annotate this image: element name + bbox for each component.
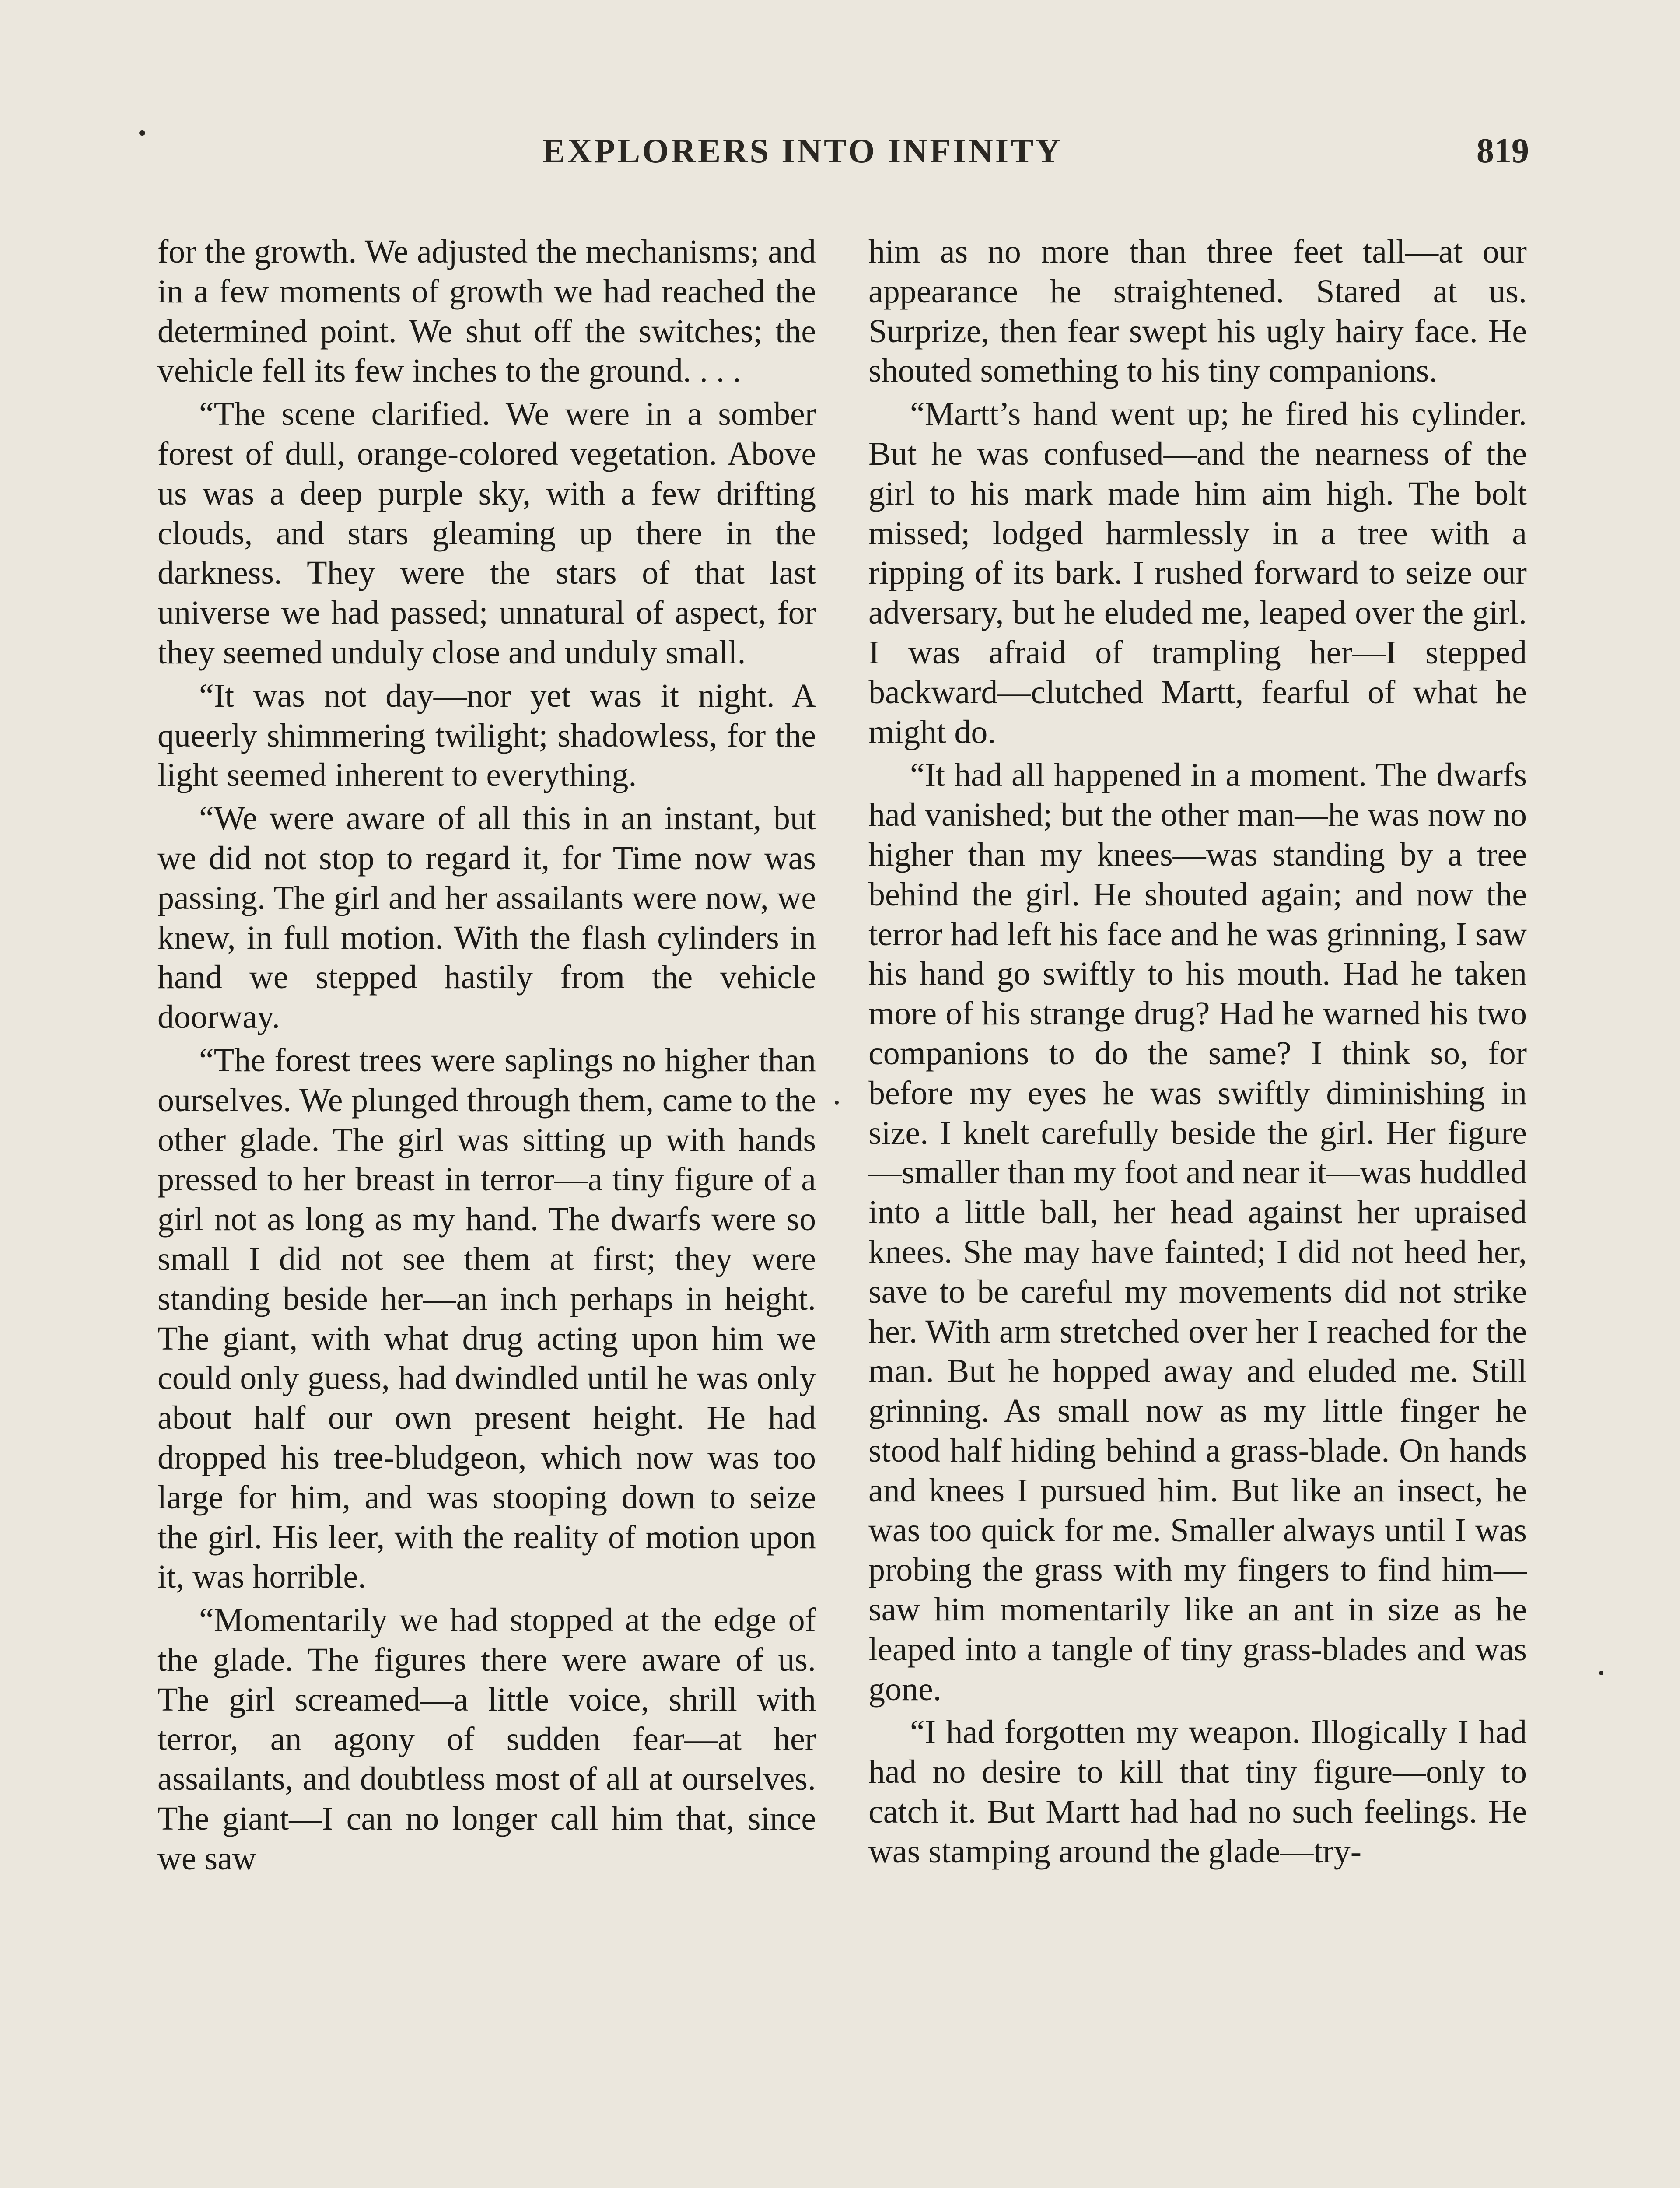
paragraph: “It had all happened in a moment. The dwarfs had vanished; but the other man—he was now no higher than my knees—was standing by a tree behind the girl. He shouted again; and now the terror had left his face and he was grinning, I saw his hand go swiftly to his mouth. Had he taken more of his strange drug? Had he warned his two companions to do the same? I think so, for before my eyes he was swiftly diminishing in size. I knelt carefully beside the girl. Her figure—smaller than my foot and near it—was huddled into a little ball, her head against her upraised knees. She may have fainted; I did not heed her, save to be careful my movements did not strike her. With arm stretched over her I reached for the man. But he hopped away and eluded me. Still grinning. As small now as my little finger he stood half hiding behind a grass-blade. On hands and knees I pursued him. But like an insect, he was too quick for me. Smaller always until I was probing the grass with my fingers to find him—saw him momentarily like an ant in size as he leaped into a tangle of tiny grass-blades and was gone. [868,757,1527,1708]
right-column [868,232,1527,1875]
paragraph: “It was not day—nor yet was it night. A queerly shimmering twilight; shadowless, for the light seemed inherent to everything. [158,677,816,794]
paragraph: him as no more than three feet tall—at our appearance he straightened. Stared at us. Surprize, then fear swept his ugly hairy face. He shouted something to his tiny companions. [868,233,1527,389]
ink-speck [1599,1671,1603,1675]
paragraph: “Martt’s hand went up; he fired his cylinder. But he was confused—and the nearness of the girl to his mark made him aim high. The bolt missed; lodged harmlessly in a tree with a ripping of its bark. I rushed forward to seize our adversary, but he eluded me, leaped over the girl. I was afraid of trampling her—I stepped backward—clutched Martt, fearful of what he might do. [868,396,1527,750]
paragraph: “I had forgotten my weapon. Illogically I had had no desire to kill that tiny figure—only to catch it. But Martt had had no such feelings. He was stamping around the glade—try- [868,1714,1527,1870]
ink-speck [139,130,145,136]
paragraph: “The scene clarified. We were in a somber forest of dull, orange-colored vegetation. Above us was a deep purple sky, with a few drifting clouds, and stars gleaming up there in the darkness. They were the stars of that last universe we had passed; unnatural of aspect, for they seemed unduly close and unduly small. [158,396,816,671]
paragraph: “We were aware of all this in an instant, but we did not stop to regard it, for Time now was passing. The girl and her assailants were now, we knew, in full motion. With the flash cylinders in hand we stepped hastily from the vehicle doorway. [158,800,816,1036]
left-column [158,232,816,1882]
paragraph: for the growth. We adjusted the mechanisms; and in a few moments of growth we had reached the determined point. We shut off the switches; the vehicle fell its few inches to the ground. . . . [158,233,816,389]
page-number: 819 [1477,132,1529,170]
paragraph: “Momentarily we had stopped at the edge of the glade. The figures there were aware of us. The girl screamed—a little voice, shrill with terror, an agony of sudden fear—at her assailants, and doubtless most of all at ourselves. The giant—I can no longer call him that, since we saw [158,1602,816,1877]
running-head: EXPLORERS INTO INFINITY [542,132,1063,170]
paragraph: “The forest trees were saplings no higher than ourselves. We plunged through them, came to the other glade. The girl was sitting up with hands pressed to her breast in terror—a tiny figure of a girl not as long as my hand. The dwarfs were so small I did not see them at first; they were standing beside her—an inch perhaps in height. The giant, with what drug acting upon him we could only guess, had dwindled until he was only about half our own present height. He had dropped his tree-bludgeon, which now was too large for him, and was stooping down to seize the girl. His leer, with the reality of motion upon it, was horrible. [158,1041,816,1595]
ink-speck [835,1101,839,1105]
